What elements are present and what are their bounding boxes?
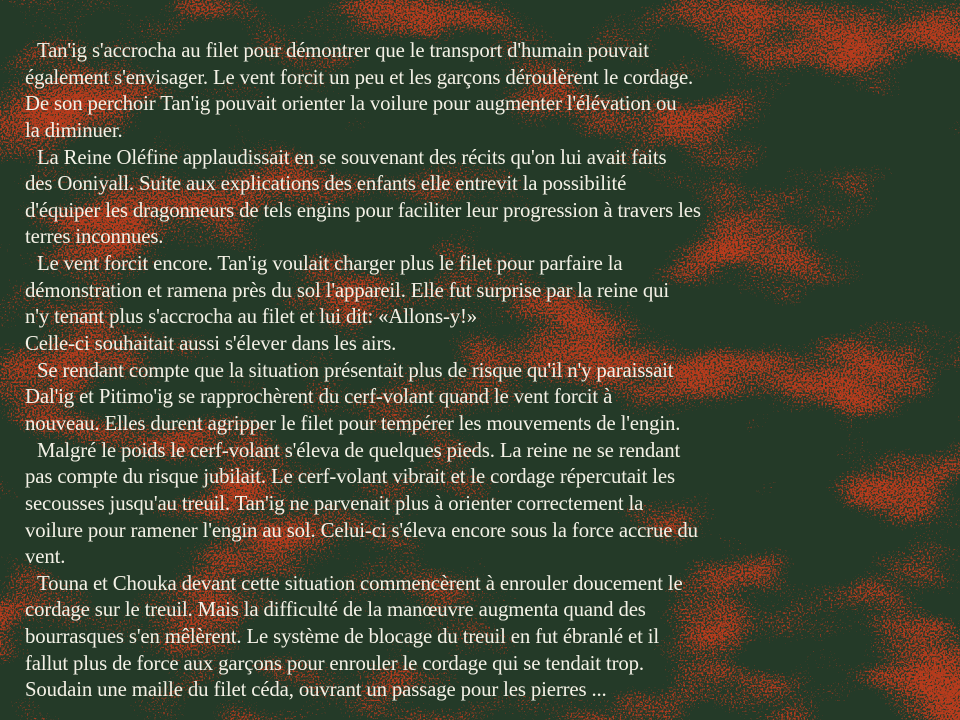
text-line: d'équiper les dragonneurs de tels engins pour faciliter leur progression à travers les xyxy=(25,198,701,222)
text-line: Dal'ig et Pitimo'ig se rapprochèrent du cerf-volant quand le vent forcit à xyxy=(25,385,613,409)
text-line: également s'envisager. Le vent forcit un peu et les garçons déroulèrent le cordage. xyxy=(25,65,694,89)
text-line: Le vent forcit encore. Tan'ig voulait charger plus le filet pour parfaire la xyxy=(37,252,623,276)
story-text-block xyxy=(25,38,950,704)
text-line: vent. xyxy=(25,545,66,569)
text-line: La Reine Oléfine applaudissait en se souvenant des récits qu'on lui avait faits xyxy=(37,145,667,169)
text-line: Tan'ig s'accrocha au filet pour démontrer que le transport d'humain pouvait xyxy=(37,39,649,62)
text-line: bourrasques s'en mêlèrent. Le système de blocage du treuil en fut ébranlé et il xyxy=(25,625,660,649)
text-line: la diminuer. xyxy=(25,118,123,142)
text-line: De son perchoir Tan'ig pouvait orienter la voilure pour augmenter l'élévation ou xyxy=(25,92,677,116)
text-line: secousses jusqu'au treuil. Tan'ig ne parvenait plus à orienter correctement la xyxy=(25,491,644,515)
text-line: fallut plus de force aux garçons pour enrouler le cordage qui se tendait trop. xyxy=(25,651,644,675)
text-line: n'y tenant plus s'accrocha au filet et lui dit: «Allons-y!» xyxy=(25,305,478,329)
text-line: nouveau. Elles durent agripper le filet pour tempérer les mouvements de l'engin. xyxy=(25,411,681,435)
text-line: démonstration et ramena près du sol l'appareil. Elle fut surprise par la reine qui xyxy=(25,278,670,302)
text-line: Touna et Chouka devant cette situation commencèrent à enrouler doucement le xyxy=(37,571,683,595)
text-line: voilure pour ramener l'engin au sol. Celui-ci s'éleva encore sous la force accrue du xyxy=(25,518,698,542)
text-line: Celle-ci souhaitait aussi s'élever dans les airs. xyxy=(25,332,397,356)
text-line: Soudain une maille du filet céda, ouvrant un passage pour les pierres ... xyxy=(25,678,607,702)
text-line: Se rendant compte que la situation présentait plus de risque qu'il n'y paraissait xyxy=(37,358,674,382)
text-line: cordage sur le treuil. Mais la difficulté de la manœuvre augmenta quand des xyxy=(25,598,646,622)
text-line: des Ooniyall. Suite aux explications des enfants elle entrevit la possibilité xyxy=(25,172,627,196)
text-line: terres inconnues. xyxy=(25,225,164,249)
text-line: Malgré le poids le cerf-volant s'éleva de quelques pieds. La reine ne se rendant xyxy=(37,438,681,462)
text-line: pas compte du risque jubilait. Le cerf-volant vibrait et le cordage répercutait les xyxy=(25,465,675,489)
